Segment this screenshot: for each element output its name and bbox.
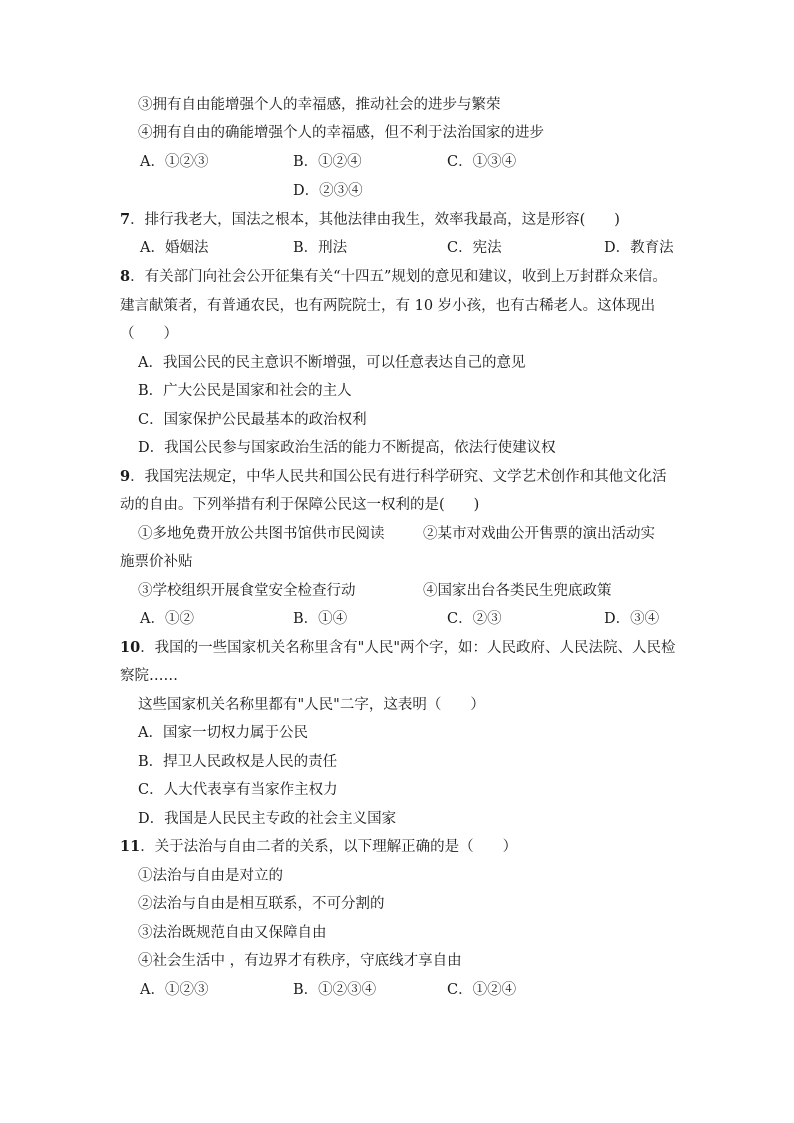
q10-answer-d: D．我国是人民民主专政的社会主义国家 bbox=[138, 811, 397, 827]
q11-item-3: ③法治既规范自由又保障自由 bbox=[138, 925, 327, 941]
q9-number: 9 bbox=[120, 468, 131, 485]
q6-answer-b: B．①②④ bbox=[293, 154, 362, 170]
q8-stem-line-1 bbox=[120, 267, 667, 287]
q9-answer-c: C．②③ bbox=[447, 611, 502, 627]
q6-option-3: ③拥有自由能增强个人的幸福感，推动社会的进步与繁荣 bbox=[138, 97, 501, 113]
q8-stem-line-3: （ ） bbox=[120, 326, 178, 342]
q9-answer-a: A．①② bbox=[140, 611, 194, 627]
q8-answer-a: A．我国公民的民主意识不断增强，可以任意表达自己的意见 bbox=[138, 355, 526, 371]
q9-stem-line-2: 动的自由。下列举措有利于保障公民这一权利的是( ) bbox=[120, 497, 480, 513]
q11-answer-c: C．①②④ bbox=[447, 982, 517, 998]
q10-answer-a: A．国家一切权力属于公民 bbox=[138, 725, 308, 741]
q9-answer-d: D．③④ bbox=[604, 611, 660, 627]
q11-item-1: ①法治与自由是对立的 bbox=[138, 868, 283, 884]
q9-item-1: ①多地免费开放公共图书馆供市民阅读 bbox=[138, 526, 385, 542]
q11-stem bbox=[120, 837, 517, 857]
q10-stem-line-3: 这些国家机关名称里都有"人民"二字，这表明（ ） bbox=[138, 697, 485, 713]
q10-answer-b: B．捍卫人民政权是人民的责任 bbox=[138, 754, 338, 770]
q7-answer-a: A．婚姻法 bbox=[140, 240, 209, 256]
q7-number: 7 bbox=[120, 211, 131, 228]
q8-answer-b: B．广大公民是国家和社会的主人 bbox=[138, 383, 352, 399]
q6-answer-c: C．①③④ bbox=[447, 154, 517, 170]
q11-item-2: ②法治与自由是相互联系，不可分割的 bbox=[138, 896, 385, 912]
q6-answer-a: A．①②③ bbox=[140, 154, 209, 170]
q7-stem bbox=[120, 210, 620, 230]
q8-stem-line-2: 建言献策者，有普通农民，也有两院院士，有 10 岁小孩，也有古稀老人。这体现出 bbox=[120, 298, 656, 314]
q10-text-1: ．我国的一些国家机关名称里含有"人民"两个字，如：人民政府、人民法院、人民检 bbox=[140, 640, 676, 656]
q10-answer-c: C．人大代表享有当家作主权力 bbox=[138, 782, 338, 798]
q8-answer-d: D．我国公民参与国家政治生活的能力不断提高，依法行使建议权 bbox=[138, 440, 556, 456]
q6-answer-d: D．②③④ bbox=[293, 183, 363, 199]
q7-answer-c: C．宪法 bbox=[447, 240, 502, 256]
q7-text: ．排行我老大，国法之根本，其他法律由我生，效率我最高，这是形容( ) bbox=[130, 212, 620, 228]
q7-answer-b: B．刑法 bbox=[293, 240, 348, 256]
q11-answer-a: A．①②③ bbox=[140, 982, 209, 998]
q11-number: 11 bbox=[120, 838, 141, 855]
q6-option-4: ④拥有自由的确能增强个人的幸福感，但不利于法治国家的进步 bbox=[138, 125, 544, 141]
q10-stem-line-2: 察院…… bbox=[120, 668, 178, 684]
q9-item-2-line-1: ②某市对戏曲公开售票的演出活动实 bbox=[423, 526, 655, 542]
q9-item-4: ④国家出台各类民生兜底政策 bbox=[423, 583, 612, 599]
q10-number: 10 bbox=[120, 639, 141, 656]
q11-item-4: ④社会生活中 ，有边界才有秩序，守底线才享自由 bbox=[138, 953, 462, 969]
q9-item-2-line-2: 施票价补贴 bbox=[120, 554, 193, 570]
q10-stem-line-1 bbox=[120, 638, 676, 658]
q8-number: 8 bbox=[120, 268, 131, 285]
q8-answer-c: C．国家保护公民最基本的政治权利 bbox=[138, 412, 367, 428]
q9-answer-b: B．①④ bbox=[293, 611, 348, 627]
q11-text: ．关于法治与自由二者的关系，以下理解正确的是（ ） bbox=[140, 839, 518, 855]
q9-item-3: ③学校组织开展食堂安全检查行动 bbox=[138, 583, 356, 599]
q9-stem-line-1 bbox=[120, 467, 667, 487]
q8-text-1: ．有关部门向社会公开征集有关“十四五”规划的意见和建议，收到上万封群众来信。 bbox=[130, 269, 667, 285]
q9-text-1: ．我国宪法规定，中华人民共和国公民有进行科学研究、文学艺术创作和其他文化活 bbox=[130, 469, 667, 485]
q11-answer-b: B．①②③④ bbox=[293, 982, 377, 998]
q7-answer-d: D．教育法 bbox=[604, 240, 674, 256]
